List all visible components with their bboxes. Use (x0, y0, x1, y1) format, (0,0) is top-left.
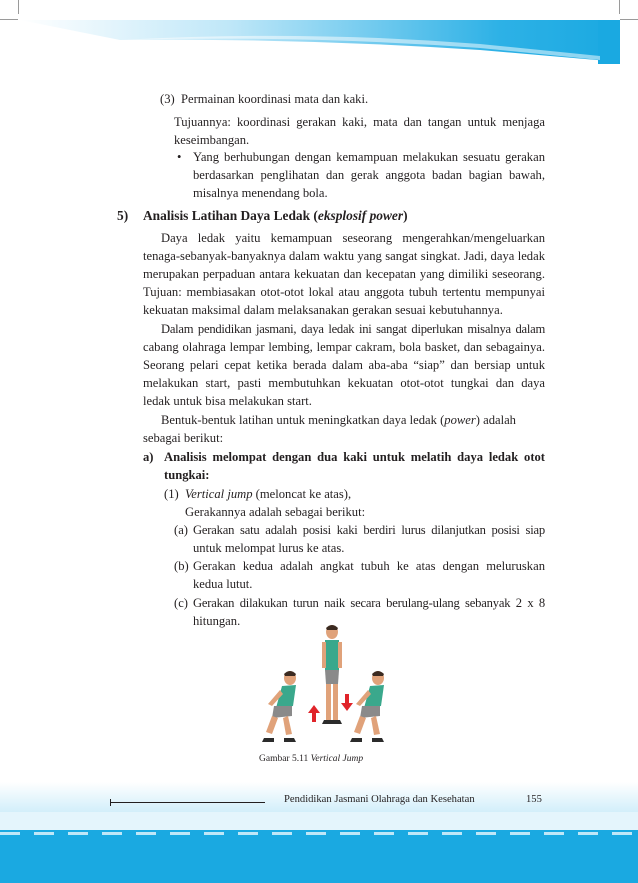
goal-line: keseimbangan. (174, 133, 250, 147)
item-3-label: (3) (160, 92, 175, 106)
squat-figure-left (262, 671, 296, 742)
para3-text (161, 412, 516, 430)
arrow-up-icon (308, 705, 320, 722)
bullet-dot: • (177, 150, 182, 164)
goal-line: Tujuannya: koordinasi gerakan kaki, mata dan tangan untuk menjaga (174, 115, 545, 129)
paragraph-line (161, 412, 545, 430)
paragraph-line: Daya ledak yaitu kemampuan seseorang mengerahkan/mengeluarkan (161, 231, 545, 245)
heading-close: ) (403, 208, 408, 223)
caption-text: Gambar 5.11 (259, 754, 311, 764)
footer-book-title: Pendidikan Jasmani Olahraga dan Kesehatan (284, 794, 475, 805)
figure-caption (259, 753, 363, 765)
section-number: 5) (117, 208, 129, 223)
footer-rule (111, 802, 265, 803)
paragraph-line: Seorang pelari cepat ketika berada dalam aba-aba “siap” dan bersiap untuk (143, 358, 545, 372)
paragraph-line: melakukan start, pasti membutuhkan kekuatan otot-otot tungkai dan daya (143, 376, 545, 390)
step-label: (b) (174, 559, 189, 573)
paragraph-line: merupakan perpaduan antara kekuatan dan kecepatan yang dimiliki seseorang. (143, 267, 545, 281)
paragraph-line: tenaga-sebanyak-banyaknya dalam waktu yang sangat singkat. Jadi, daya ledak (143, 249, 545, 263)
top-banner (0, 0, 638, 80)
step-line: hitungan. (193, 614, 241, 628)
para3-italic: power (444, 413, 476, 427)
step-label: (c) (174, 596, 188, 610)
arrow-down-icon (341, 694, 353, 711)
paragraph-line: cabang olahraga lempar lembing, lempar cakram, bola basket, dan sebagainya. (143, 340, 545, 354)
paragraph-line: Dalam pendidikan jasmani, daya ledak ini sangat diperlukan misalnya dalam (161, 322, 545, 336)
standing-figure (322, 625, 342, 724)
item-1-rest: (meloncat ke atas), (252, 487, 352, 501)
step-line: untuk melompat lurus ke atas. (193, 541, 345, 555)
subsection-label: a) (143, 450, 154, 464)
paragraph-line: sebagai berikut: (143, 431, 224, 445)
item-1-italic: Vertical jump (185, 487, 253, 501)
heading-italic: eksplosif power (317, 208, 404, 223)
step-line: Gerakan satu adalah posisi kaki berdiri lurus dilanjutkan posisi siap (193, 523, 545, 537)
item-1-label: (1) (164, 487, 179, 501)
squat-figure-right (350, 671, 384, 742)
page-number: 155 (526, 794, 542, 805)
step-line: kedua lutut. (193, 577, 253, 591)
steps-intro: Gerakannya adalah sebagai berikut: (185, 505, 366, 519)
section-heading (143, 207, 408, 225)
paragraph-line: kekuatan maksimal dalam melaksanakan gerakan sesuai kebutuhannya. (143, 303, 503, 317)
item-3-title: Permainan koordinasi mata dan kaki. (181, 92, 369, 106)
paragraph-line: ledak untuk bisa melakukan start. (143, 394, 312, 408)
step-line: Gerakan dilakukan turun naik secara berulang-ulang sebanyak 2 x 8 (193, 596, 545, 610)
para3-text-a: Bentuk-bentuk latihan untuk meningkatkan daya ledak ( (161, 413, 445, 427)
caption-italic: Vertical Jump (310, 754, 364, 764)
heading-text: Analisis Latihan Daya Ledak ( (143, 208, 318, 223)
bullet-line: Yang berhubungan dengan kemampuan melakukan sesuatu gerakan (193, 150, 545, 164)
bullet-line: misalnya menendang bola. (193, 186, 328, 200)
step-label: (a) (174, 523, 188, 537)
bullet-line: berdasarkan penglihatan dan gerak anggota badan bagian bawah, (193, 168, 545, 182)
item-1-title (185, 486, 351, 504)
vertical-jump-illustration (250, 620, 400, 755)
step-line: Gerakan kedua adalah angkat tubuh ke atas dengan meluruskan (193, 559, 545, 573)
paragraph-line: Tujuan: membiasakan otot-otot lokal atau anggota tubuh tertentu mempunyai (143, 285, 545, 299)
subsection-heading: tungkai: (164, 468, 210, 482)
para3-text-b: ) adalah (475, 413, 516, 427)
subsection-heading: Analisis melompat dengan dua kaki untuk melatih daya ledak otot (164, 450, 545, 464)
